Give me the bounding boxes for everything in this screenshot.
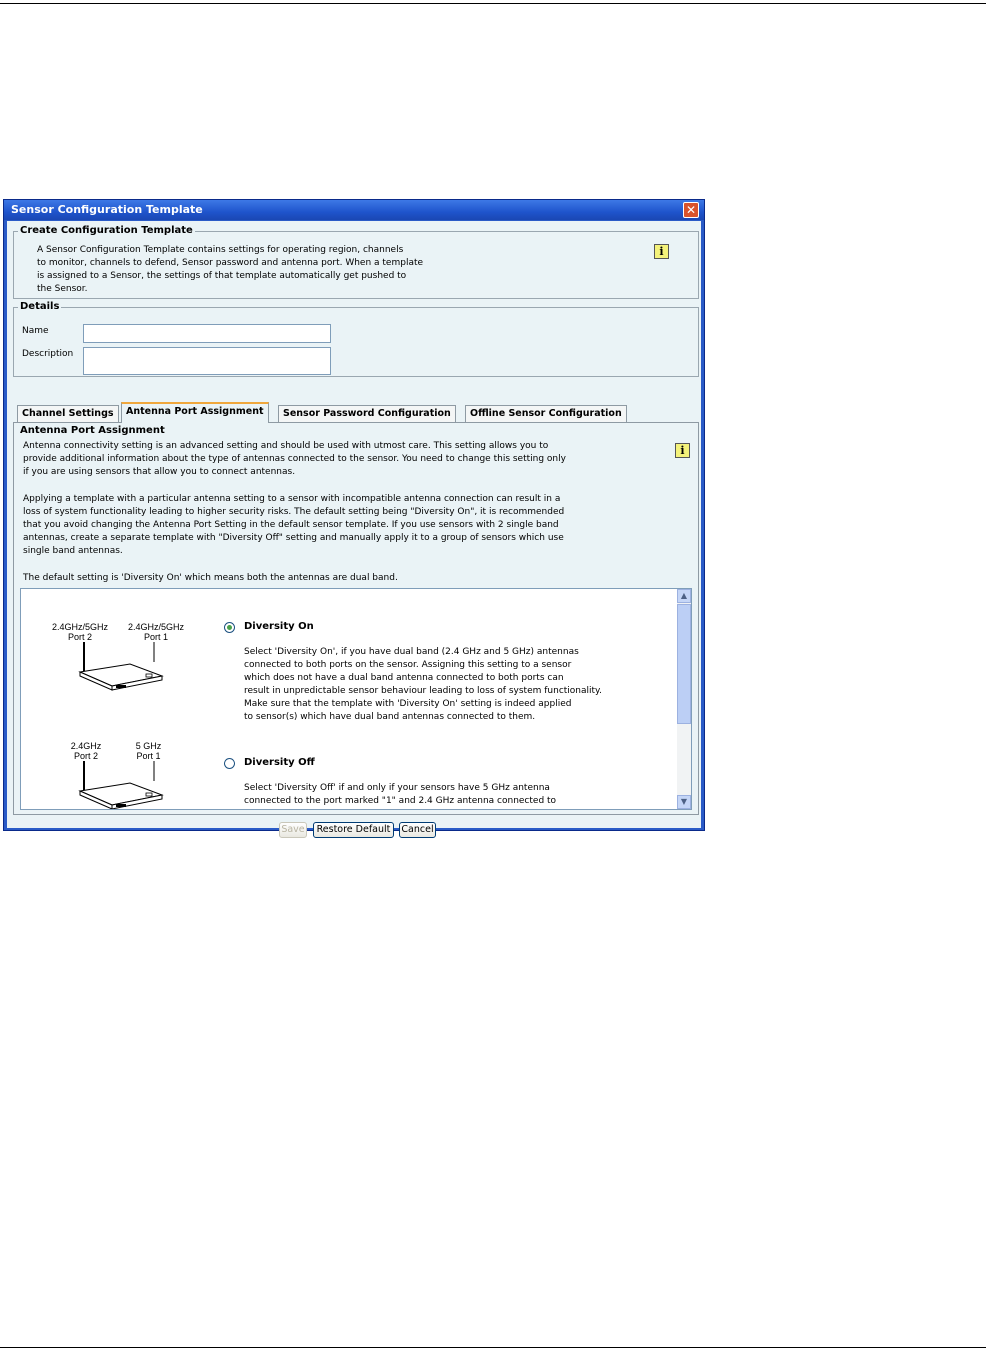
warning-line: that you avoid changing the Antenna Port Setting in the default sensor template. If you use sensors with 2 single band bbox=[23, 520, 559, 530]
option-line: which does not have a dual band antenna connected to both ports can bbox=[244, 673, 564, 683]
intro-line: provide additional information about the type of antennas connected to the sensor. You need to change this setting only bbox=[23, 454, 566, 464]
tab-sensor-password-configuration[interactable]: Sensor Password Configuration bbox=[278, 405, 456, 422]
port1-name: Port 1 bbox=[143, 632, 168, 642]
diversity-on-title: Diversity On bbox=[244, 621, 314, 632]
option-line: result in unpredictable sensor behaviour leading to loss of system functionality. bbox=[244, 686, 602, 696]
option-line: Make sure that the template with 'Diversity On' setting is indeed applied bbox=[244, 699, 572, 709]
antenna-options-pane bbox=[20, 588, 692, 810]
vertical-scrollbar[interactable] bbox=[677, 589, 691, 809]
port1-frequency: 2.4GHz/5GHz bbox=[127, 622, 185, 632]
tab-channel-settings[interactable]: Channel Settings bbox=[17, 405, 119, 422]
port1-name: Port 1 bbox=[136, 751, 161, 761]
antenna-warning-paragraph bbox=[23, 493, 663, 558]
default-setting-note: The default setting is 'Diversity On' which means both the antennas are dual band. bbox=[23, 573, 398, 583]
window-title: Sensor Configuration Template bbox=[11, 203, 203, 216]
antenna-intro-paragraph bbox=[23, 440, 663, 479]
radio-selected-dot bbox=[227, 625, 232, 630]
port2-name: Port 2 bbox=[73, 751, 98, 761]
name-label: Name bbox=[22, 326, 49, 336]
title-bar[interactable] bbox=[4, 200, 704, 220]
option-line: Select 'Diversity On', if you have dual band (2.4 GHz and 5 GHz) antennas bbox=[244, 647, 579, 657]
diversity-off-radio[interactable] bbox=[224, 758, 235, 769]
intro-line: if you are using sensors that allow you to connect antennas. bbox=[23, 467, 296, 477]
dual-band-sensor-icon bbox=[76, 642, 166, 692]
details-legend: Details bbox=[20, 301, 60, 312]
name-field[interactable] bbox=[83, 324, 331, 343]
page-bottom-rule bbox=[0, 1347, 986, 1348]
create-template-legend: Create Configuration Template bbox=[20, 225, 193, 236]
tab-offline-sensor-configuration[interactable]: Offline Sensor Configuration bbox=[465, 405, 627, 422]
diversity-on-radio[interactable] bbox=[224, 622, 235, 633]
warning-line: Applying a template with a particular antenna setting to a sensor with incompatible antenna connection can result in a bbox=[23, 494, 561, 504]
description-line: the Sensor. bbox=[37, 284, 88, 294]
save-button[interactable]: Save bbox=[279, 822, 307, 838]
warning-line: single band antennas. bbox=[23, 546, 123, 556]
close-icon[interactable]: ✕ bbox=[683, 202, 699, 218]
port2-label bbox=[47, 622, 113, 642]
description-field[interactable] bbox=[83, 347, 331, 375]
details-section bbox=[13, 301, 699, 377]
option-line: connected to the port marked "1" and 2.4 GHz antenna connected to bbox=[244, 796, 557, 806]
info-icon: i bbox=[675, 443, 690, 458]
diversity-on-description bbox=[244, 646, 684, 724]
description-line: A Sensor Configuration Template contains settings for operating region, channels bbox=[37, 245, 404, 255]
diversity-off-description bbox=[244, 782, 684, 808]
intro-line: Antenna connectivity setting is an advanced setting and should be used with utmost care. This setting allows you to bbox=[23, 441, 549, 451]
scroll-up-icon[interactable]: ▲ bbox=[677, 589, 691, 603]
option-line: to sensor(s) which have dual band antennas connected to them. bbox=[244, 712, 536, 722]
restore-default-button[interactable]: Restore Default bbox=[313, 822, 394, 838]
port2-name: Port 2 bbox=[67, 632, 92, 642]
port2-frequency: 2.4GHz bbox=[70, 741, 102, 751]
scrollbar-thumb[interactable] bbox=[677, 604, 691, 724]
port1-label bbox=[126, 741, 171, 761]
port1-label bbox=[120, 622, 192, 642]
create-template-description bbox=[37, 244, 497, 296]
warning-line: loss of system functionality leading to higher security risks. The default setting being "Diversity On", it is recommended bbox=[23, 507, 565, 517]
port2-label bbox=[61, 741, 111, 761]
create-template-section bbox=[13, 225, 699, 299]
sensor-config-dialog bbox=[3, 199, 705, 835]
option-line: Select 'Diversity Off' if and only if your sensors have 5 GHz antenna bbox=[244, 783, 550, 793]
diversity-off-title: Diversity Off bbox=[244, 757, 315, 768]
antenna-section-title: Antenna Port Assignment bbox=[20, 425, 165, 436]
info-icon: i bbox=[654, 244, 669, 259]
port1-frequency: 5 GHz bbox=[135, 741, 162, 751]
option-line: connected to both ports on the sensor. Assigning this setting to a sensor bbox=[244, 660, 572, 670]
scroll-down-icon[interactable]: ▼ bbox=[677, 795, 691, 809]
description-line: to monitor, channels to defend, Sensor password and antenna port. When a template bbox=[37, 258, 424, 268]
description-label: Description bbox=[22, 349, 74, 359]
port2-frequency: 2.4GHz/5GHz bbox=[51, 622, 109, 632]
tab-antenna-port-assignment[interactable]: Antenna Port Assignment bbox=[121, 402, 269, 423]
dialog-body bbox=[7, 221, 701, 835]
warning-line: antennas, create a separate template with "Diversity Off" setting and manually apply it to a group of sensors which use bbox=[23, 533, 564, 543]
description-line: is assigned to a Sensor, the settings of that template automatically get pushed to bbox=[37, 271, 407, 281]
cancel-button[interactable]: Cancel bbox=[399, 822, 436, 838]
page-top-rule bbox=[0, 3, 986, 4]
single-band-sensor-icon bbox=[76, 761, 166, 810]
